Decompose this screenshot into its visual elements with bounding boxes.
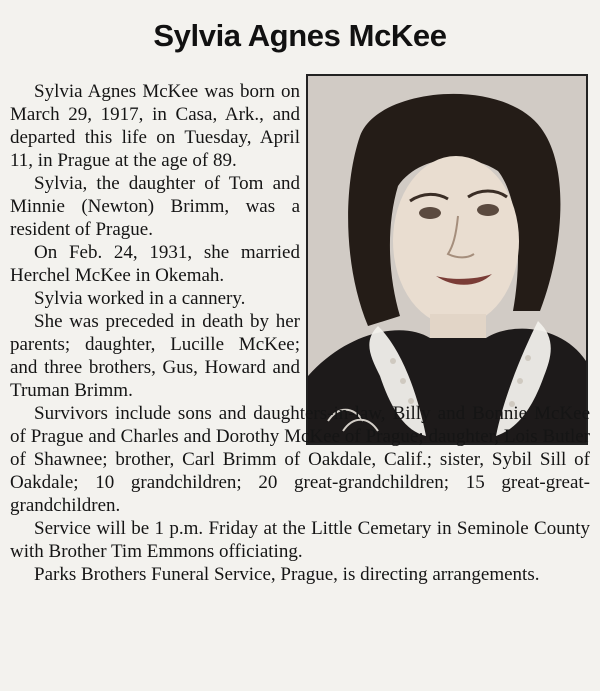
paragraph-parents: Sylvia, the daughter of Tom and Minnie (Newton) Brimm, was a resident of Prague.: [10, 173, 300, 240]
paragraph-survivors: Survivors include sons and daughters-in-law, Billy and Bonnie McKee of Prague and Charles and Dorothy McKee of Prague; daughter, Lois Butler of Shawnee; brother, Carl Brimm of Oakdale, Calif.; sister, Sybil Sill of Oakdale; 10 grandchildren; 20 great-grandchildren; 15 great-great-grandchildren.: [10, 403, 590, 516]
paragraph-arrangements: Parks Brothers Funeral Service, Prague, is directing arrangements.: [34, 564, 540, 585]
obituary-body: [10, 80, 590, 586]
paragraph-service: Service will be 1 p.m. Friday at the Little Cemetary in Seminole County with Brother Tim Emmons officiating.: [10, 518, 590, 562]
paragraph-birth: Sylvia Agnes McKee was born on March 29, 1917, in Casa, Ark., and departed this life on Tuesday, April 11, in Prague at the age of 89.: [10, 81, 300, 171]
previous-article-cut-line: [0, 0, 600, 8]
obituary-headline: Sylvia Agnes McKee: [153, 18, 447, 53]
paragraph-marriage: On Feb. 24, 1931, she married Herchel McKee in Okemah.: [10, 242, 300, 286]
paragraph-preceded: She was preceded in death by her parents; daughter, Lucille McKee; and three brothers, Gus, Howard and Truman Brimm.: [10, 311, 300, 401]
paragraph-work: Sylvia worked in a cannery.: [34, 288, 246, 309]
